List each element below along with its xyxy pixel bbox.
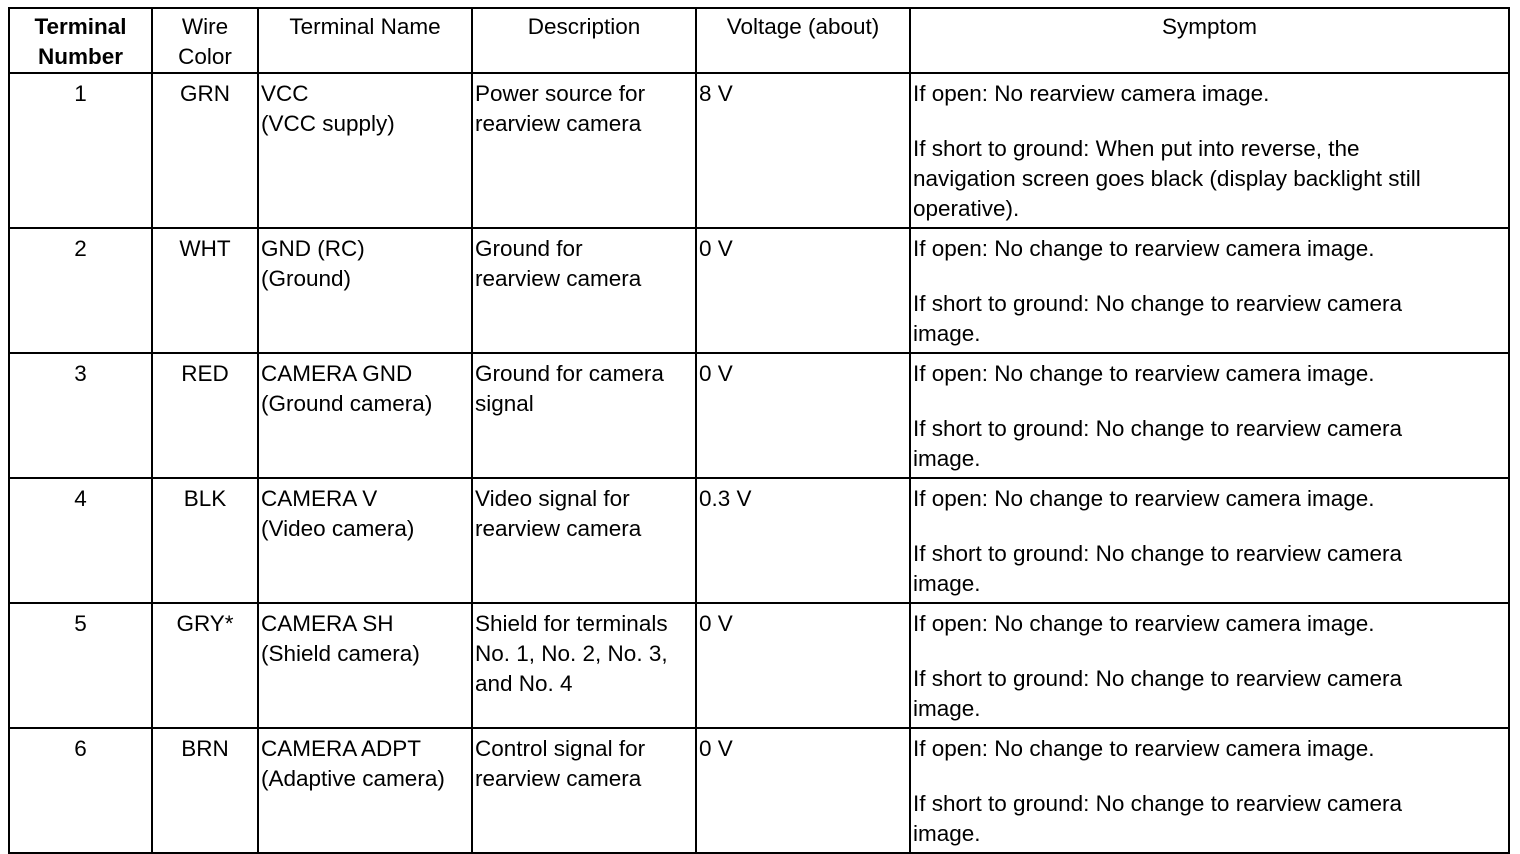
symptom-short-line: image. — [913, 821, 981, 846]
symptom-cell — [910, 728, 1509, 853]
table-row — [9, 73, 1509, 228]
symptom-short-line: operative). — [913, 196, 1020, 221]
header-wire-color-line-2: Color — [178, 44, 232, 69]
description-line: Shield for terminals — [475, 611, 668, 636]
description-line: signal — [475, 391, 534, 416]
description-line: No. 1, No. 2, No. 3, — [475, 641, 668, 666]
wire-color-cell: WHT — [152, 228, 258, 353]
description-cell — [472, 603, 696, 728]
wire-color-cell: BLK — [152, 478, 258, 603]
wire-color-cell: BRN — [152, 728, 258, 853]
symptom-short — [913, 664, 1506, 724]
symptom-short-line: navigation screen goes black (display backlight still — [913, 166, 1421, 191]
terminal-name-line: (Adaptive camera) — [261, 766, 445, 791]
table-row — [9, 728, 1509, 853]
terminal-name-cell — [258, 603, 472, 728]
symptom-short-line: If short to ground: When put into reverse, the — [913, 136, 1360, 161]
header-voltage: Voltage (about) — [696, 8, 910, 73]
symptom-short — [913, 789, 1506, 849]
description-cell — [472, 728, 696, 853]
table-header — [9, 8, 1509, 73]
terminal-number-cell: 1 — [9, 73, 152, 228]
description-cell — [472, 478, 696, 603]
voltage-cell: 0.3 V — [696, 478, 910, 603]
terminal-name-cell — [258, 728, 472, 853]
voltage-cell: 0 V — [696, 728, 910, 853]
terminal-number-cell: 4 — [9, 478, 152, 603]
terminal-name-line: (VCC supply) — [261, 111, 395, 136]
terminal-number-cell: 3 — [9, 353, 152, 478]
description-line: and No. 4 — [475, 671, 573, 696]
wire-color-cell: GRY* — [152, 603, 258, 728]
wire-color-cell: RED — [152, 353, 258, 478]
symptom-short-line: image. — [913, 446, 981, 471]
description-line: Ground for camera — [475, 361, 664, 386]
terminal-name-line: (Shield camera) — [261, 641, 420, 666]
symptom-short-line: If short to ground: No change to rearview camera — [913, 416, 1403, 441]
terminal-number-cell: 6 — [9, 728, 152, 853]
terminal-name-cell — [258, 478, 472, 603]
symptom-open: If open: No change to rearview camera image. — [913, 361, 1375, 386]
description-line: rearview camera — [475, 516, 642, 541]
description-cell — [472, 353, 696, 478]
symptom-short-line: image. — [913, 321, 981, 346]
terminal-number-cell: 2 — [9, 228, 152, 353]
table-body — [9, 73, 1509, 853]
symptom-short — [913, 134, 1506, 224]
terminal-name-line: (Ground) — [261, 266, 352, 291]
description-line: Control signal for — [475, 736, 646, 761]
table-row — [9, 603, 1509, 728]
voltage-cell: 0 V — [696, 603, 910, 728]
symptom-cell — [910, 478, 1509, 603]
header-description: Description — [472, 8, 696, 73]
symptom-short — [913, 414, 1506, 474]
header-terminal-name: Terminal Name — [258, 8, 472, 73]
header-terminal-number-line-2: Number — [37, 44, 123, 69]
symptom-short-line: If short to ground: No change to rearview camera — [913, 291, 1403, 316]
terminal-spec-table — [8, 7, 1510, 854]
symptom-open: If open: No change to rearview camera image. — [913, 736, 1375, 761]
header-row — [9, 8, 1509, 73]
description-line: Power source for — [475, 81, 646, 106]
voltage-cell: 8 V — [696, 73, 910, 228]
terminal-name-line: GND (RC) — [261, 236, 365, 261]
symptom-cell — [910, 603, 1509, 728]
terminal-name-line: VCC — [261, 81, 309, 106]
symptom-cell — [910, 73, 1509, 228]
symptom-open: If open: No rearview camera image. — [913, 81, 1270, 106]
description-cell — [472, 73, 696, 228]
symptom-short-line: image. — [913, 571, 981, 596]
header-wire-color — [152, 8, 258, 73]
symptom-open: If open: No change to rearview camera image. — [913, 611, 1375, 636]
terminal-name-line: (Video camera) — [261, 516, 415, 541]
voltage-cell: 0 V — [696, 228, 910, 353]
description-line: Ground for — [475, 236, 583, 261]
terminal-name-line: CAMERA V — [261, 486, 378, 511]
symptom-cell — [910, 353, 1509, 478]
description-line: rearview camera — [475, 266, 642, 291]
table-row — [9, 228, 1509, 353]
wire-color-cell: GRN — [152, 73, 258, 228]
table-row — [9, 353, 1509, 478]
symptom-open: If open: No change to rearview camera image. — [913, 236, 1375, 261]
description-line: rearview camera — [475, 766, 642, 791]
description-line: rearview camera — [475, 111, 642, 136]
terminal-number-cell: 5 — [9, 603, 152, 728]
description-cell — [472, 228, 696, 353]
symptom-open: If open: No change to rearview camera image. — [913, 486, 1375, 511]
terminal-name-line: CAMERA ADPT — [261, 736, 422, 761]
description-line: Video signal for — [475, 486, 630, 511]
terminal-name-line: (Ground camera) — [261, 391, 433, 416]
header-terminal-number — [9, 8, 152, 73]
symptom-cell — [910, 228, 1509, 353]
symptom-short — [913, 289, 1506, 349]
header-wire-color-line-1: Wire — [181, 14, 229, 39]
symptom-short-line: If short to ground: No change to rearview camera — [913, 791, 1403, 816]
symptom-short-line: If short to ground: No change to rearview camera — [913, 666, 1403, 691]
terminal-name-line: CAMERA GND — [261, 361, 413, 386]
header-terminal-number-line-1: Terminal — [34, 14, 127, 39]
symptom-short-line: If short to ground: No change to rearview camera — [913, 541, 1403, 566]
header-symptom: Symptom — [910, 8, 1509, 73]
symptom-short-line: image. — [913, 696, 981, 721]
terminal-name-cell — [258, 228, 472, 353]
voltage-cell: 0 V — [696, 353, 910, 478]
table-row — [9, 478, 1509, 603]
terminal-name-cell — [258, 353, 472, 478]
terminal-name-cell — [258, 73, 472, 228]
symptom-short — [913, 539, 1506, 599]
terminal-name-line: CAMERA SH — [261, 611, 394, 636]
